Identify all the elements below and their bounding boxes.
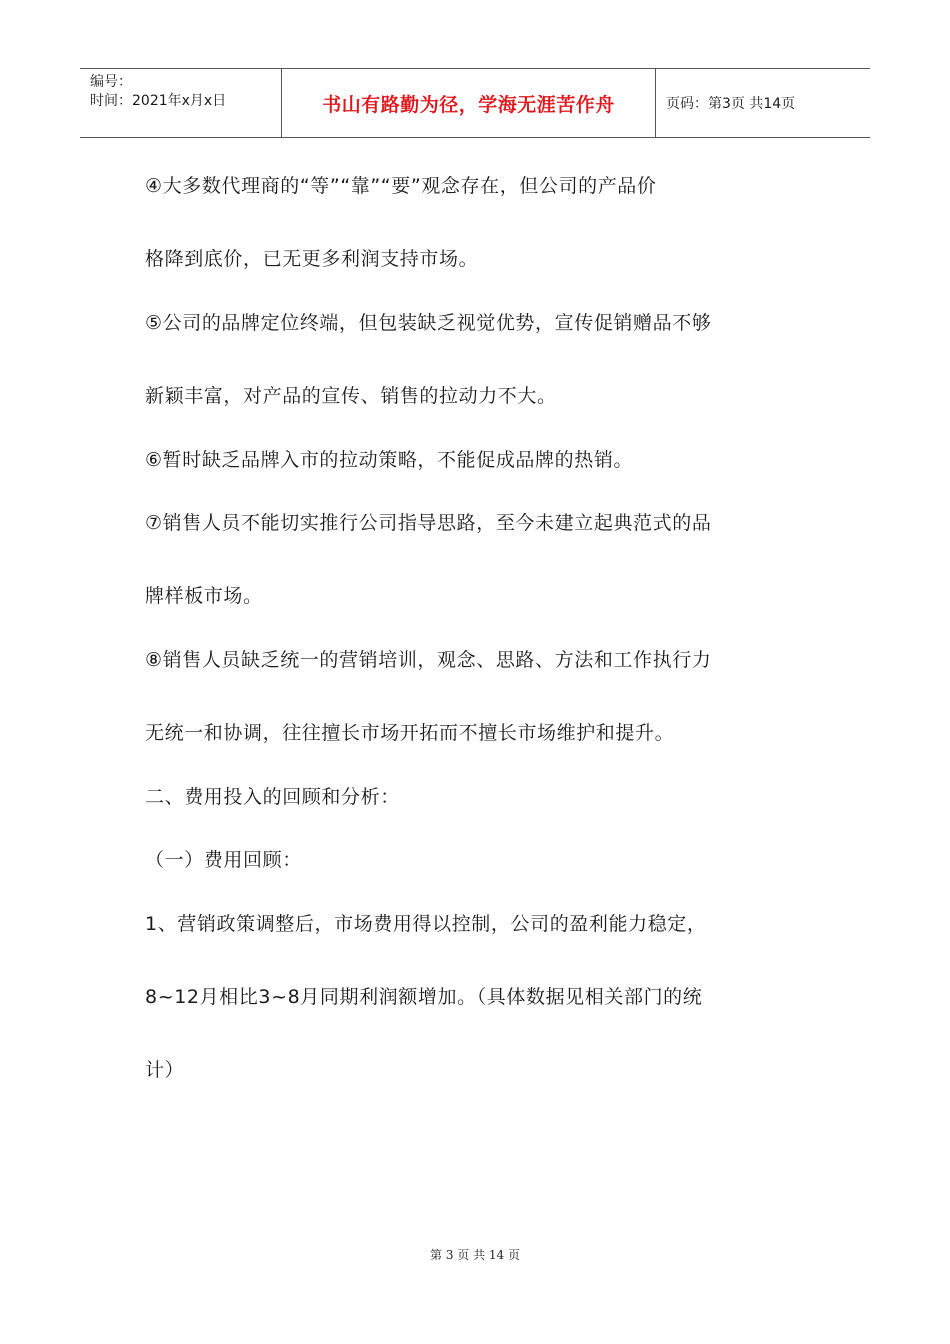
paragraph-line: 1、营销政策调整后，市场费用得以控制，公司的盈利能力稳定，: [145, 913, 707, 935]
header-page-info: 页码：第3页 共14页: [666, 96, 796, 112]
paragraph-line: ⑥暂时缺乏品牌入市的拉动策略，不能促成品牌的热销。: [145, 449, 634, 471]
header-meta: [80, 69, 282, 137]
paragraph-line: 8~12月相比3~8月同期利润额增加。（具体数据见相关部门的统: [145, 986, 703, 1008]
section-heading: 二、费用投入的回顾和分析：: [145, 786, 400, 808]
paragraph-line: ⑤公司的品牌定位终端，但包装缺乏视觉优势，宣传促销赠品不够: [145, 312, 712, 334]
document-date: 时间：2021年x月x日: [90, 93, 227, 109]
page-header: [80, 68, 870, 138]
paragraph-line: 牌样板市场。: [145, 585, 263, 607]
paragraph-line: ⑧销售人员缺乏统一的营销培训，观念、思路、方法和工作执行力: [145, 649, 712, 671]
page-footer: 第 3 页 共 14 页: [430, 1248, 520, 1262]
paragraph-line: 新颖丰富，对产品的宣传、销售的拉动力不大。: [145, 385, 557, 407]
paragraph-line: 格降到底价，已无更多利润支持市场。: [145, 248, 479, 270]
paragraph-line: ⑦销售人员不能切实推行公司指导思路，至今未建立起典范式的品: [145, 512, 712, 534]
paragraph-line: ④大多数代理商的“等”“靠”“要”观念存在，但公司的产品价: [145, 175, 657, 197]
header-motto: 书山有路勤为径，学海无涯苦作舟: [282, 69, 656, 137]
paragraph-line: 计）: [145, 1059, 185, 1081]
paragraph-line: 无统一和协调，往往擅长市场开拓而不擅长市场维护和提升。: [145, 722, 675, 744]
subsection-heading: （一）费用回顾：: [145, 849, 302, 871]
document-number-label: 编号：: [90, 74, 132, 90]
